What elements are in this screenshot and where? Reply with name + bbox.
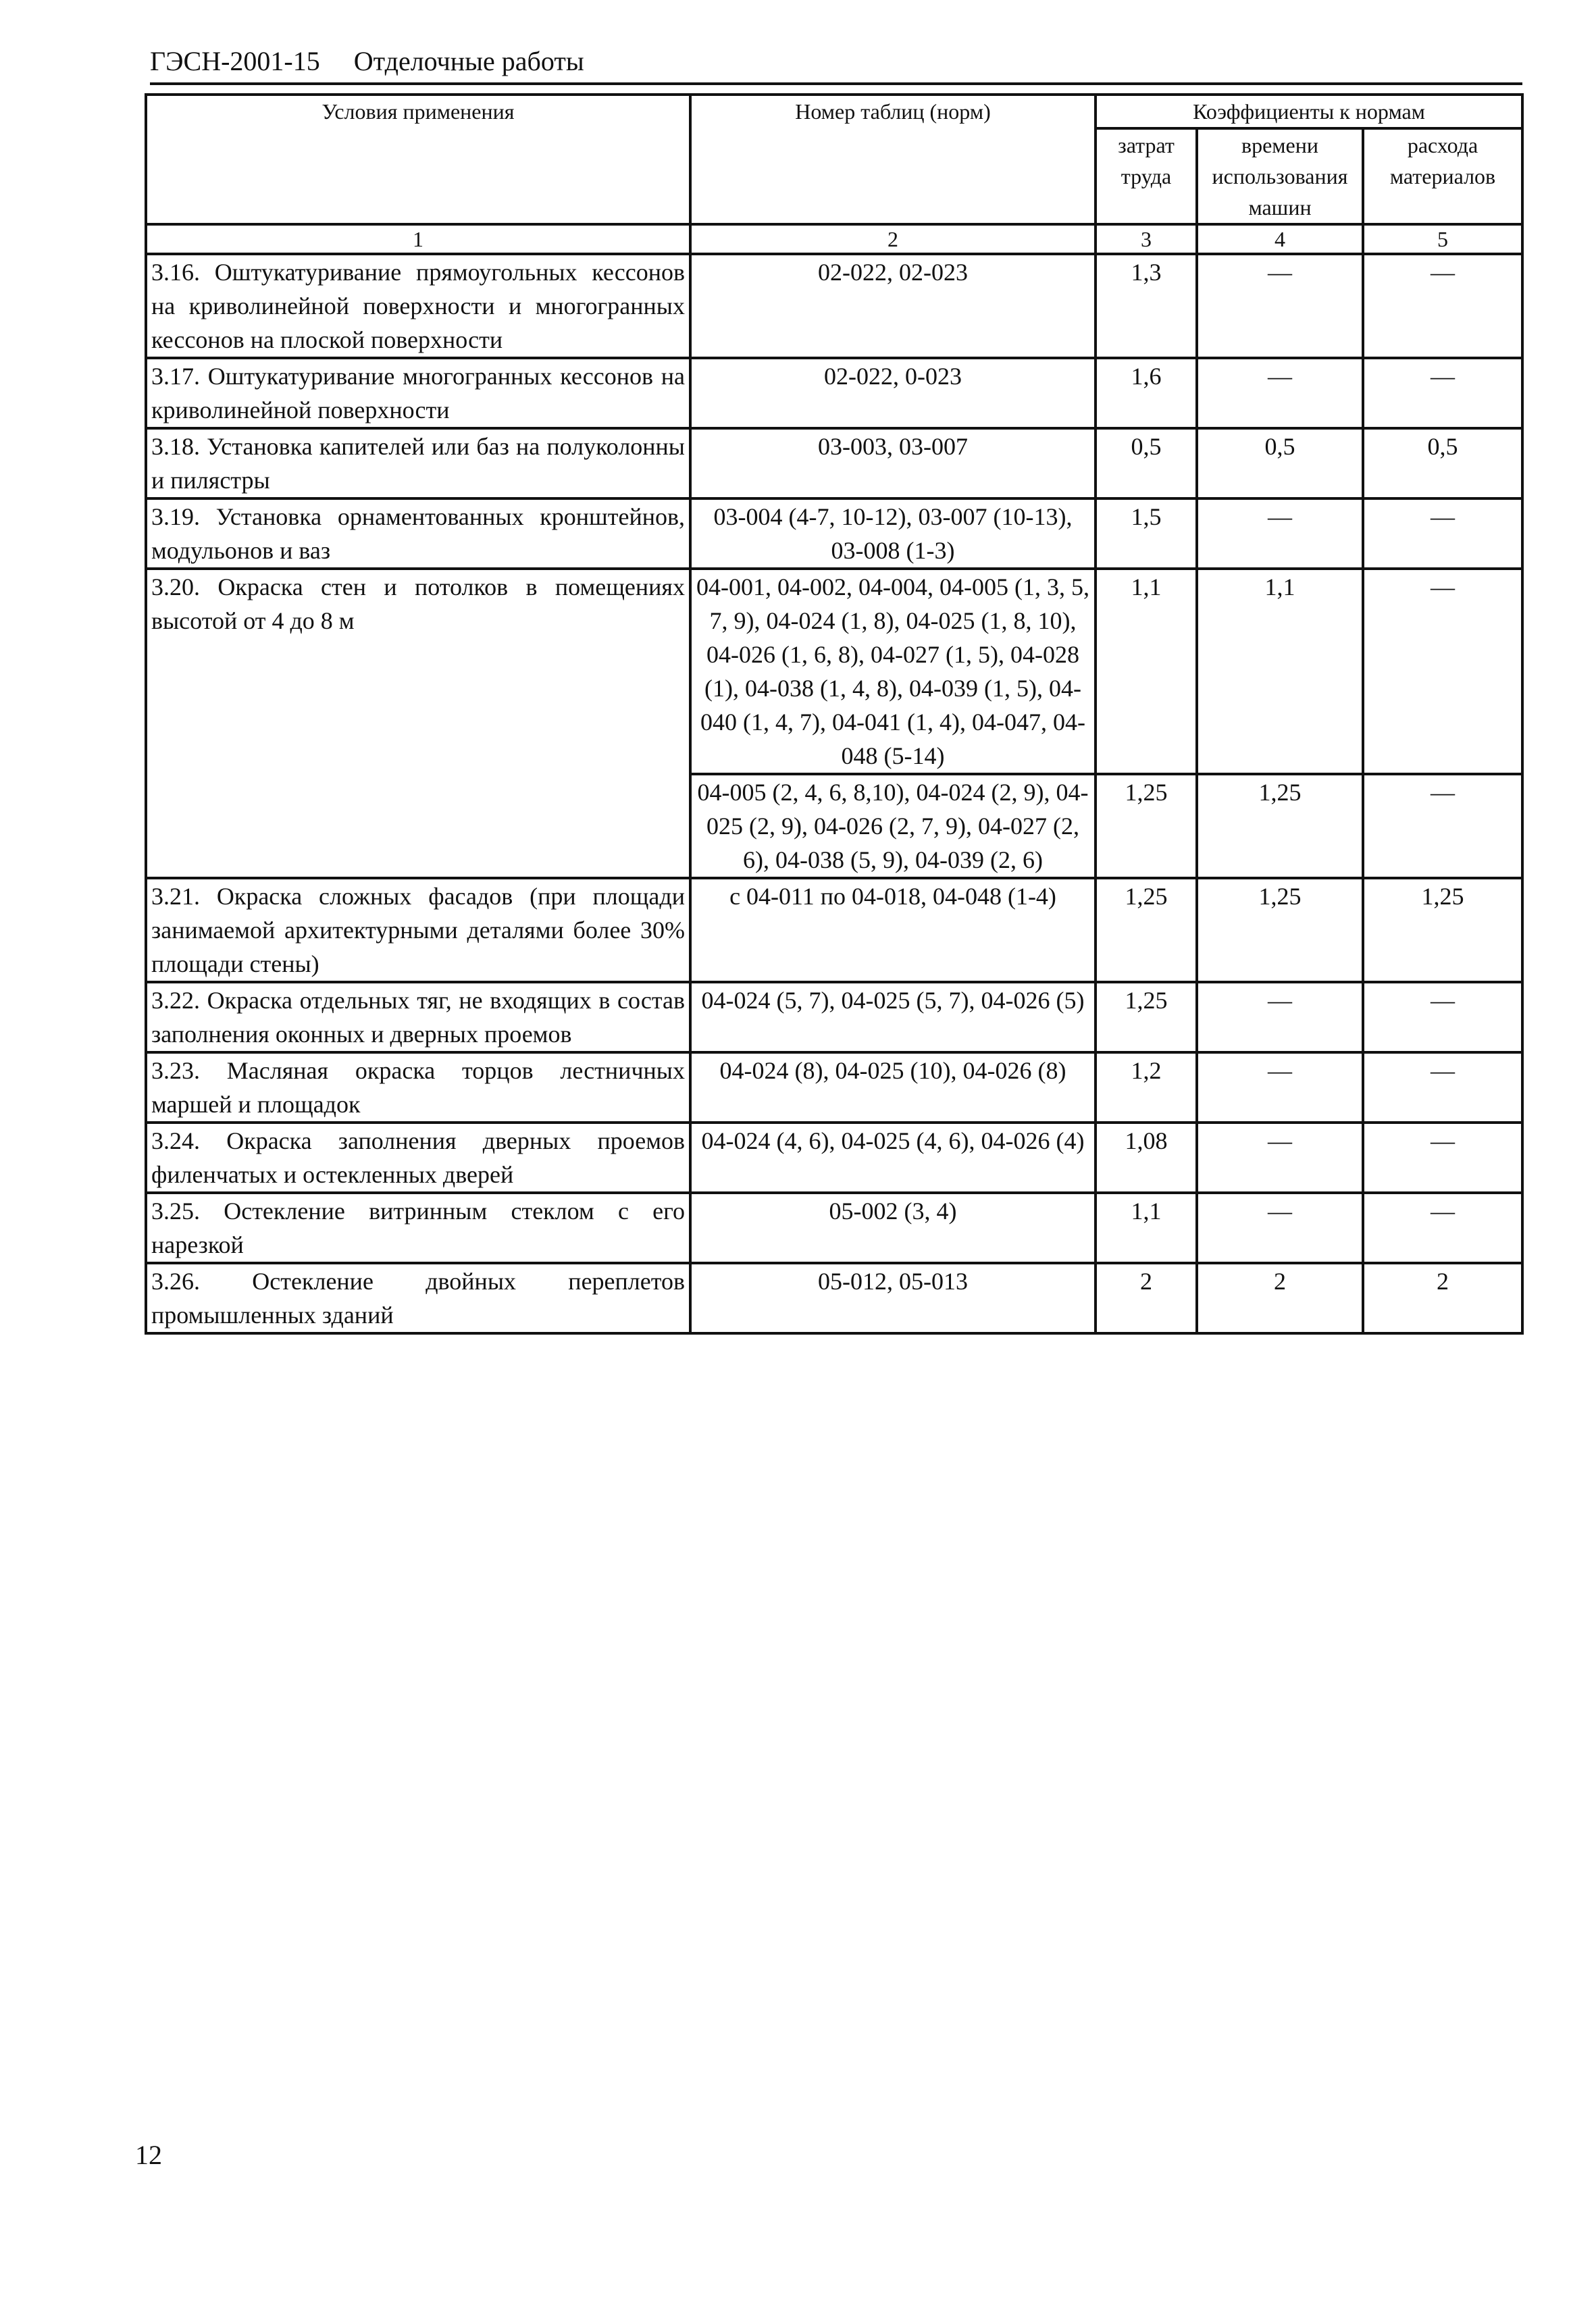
coefficients-table bbox=[145, 93, 1524, 1335]
tables-cell: 04-024 (8), 04-025 (10), 04-026 (8) bbox=[690, 1052, 1096, 1123]
tables-cell: 02-022, 02-023 bbox=[690, 254, 1096, 358]
table-row bbox=[146, 878, 1522, 982]
table-row bbox=[146, 254, 1522, 358]
condition-cell: 3.24. Окраска заполнения дверных проемов филенчатых и остекленных дверей bbox=[146, 1123, 690, 1193]
tables-cell: 05-012, 05-013 bbox=[690, 1263, 1096, 1333]
tables-cell: с 04-011 по 04-018, 04-048 (1-4) bbox=[690, 878, 1096, 982]
table-row bbox=[146, 982, 1522, 1052]
column-number: 5 bbox=[1363, 224, 1522, 254]
materials-coefficient: 1,25 bbox=[1363, 878, 1522, 982]
column-numbers-row bbox=[146, 224, 1522, 254]
machine-coefficient: — bbox=[1197, 254, 1363, 358]
labor-coefficient: 0,5 bbox=[1096, 428, 1197, 498]
labor-coefficient: 1,25 bbox=[1096, 774, 1197, 878]
condition-cell: 3.18. Установка капителей или баз на полуколонны и пилястры bbox=[146, 428, 690, 498]
tables-cell: 03-003, 03-007 bbox=[690, 428, 1096, 498]
materials-coefficient: 0,5 bbox=[1363, 428, 1522, 498]
table-row bbox=[146, 1193, 1522, 1263]
tables-cell: 04-024 (5, 7), 04-025 (5, 7), 04-026 (5) bbox=[690, 982, 1096, 1052]
table-row bbox=[146, 1263, 1522, 1333]
labor-coefficient: 1,08 bbox=[1096, 1123, 1197, 1193]
materials-coefficient: — bbox=[1363, 982, 1522, 1052]
machine-coefficient: — bbox=[1197, 498, 1363, 569]
page-header bbox=[150, 45, 584, 78]
labor-coefficient: 2 bbox=[1096, 1263, 1197, 1333]
machine-coefficient: 1,25 bbox=[1197, 878, 1363, 982]
machine-coefficient: 2 bbox=[1197, 1263, 1363, 1333]
header-labor: затрат труда bbox=[1096, 128, 1197, 224]
table-row bbox=[146, 1052, 1522, 1123]
page-number: 12 bbox=[135, 2140, 162, 2170]
machine-coefficient: — bbox=[1197, 1193, 1363, 1263]
section-title: Отделочные работы bbox=[353, 46, 584, 76]
header-tables-number: Номер таблиц (норм) bbox=[690, 95, 1096, 224]
labor-coefficient: 1,1 bbox=[1096, 1193, 1197, 1263]
materials-coefficient: — bbox=[1363, 254, 1522, 358]
condition-cell: 3.17. Оштукатуривание многогранных кессонов на криволинейной поверхности bbox=[146, 358, 690, 428]
column-number: 3 bbox=[1096, 224, 1197, 254]
condition-cell: 3.16. Оштукатуривание прямоугольных кессонов на криволинейной поверхности и многогранных кессонов на плоской поверхности bbox=[146, 254, 690, 358]
labor-coefficient: 1,25 bbox=[1096, 878, 1197, 982]
tables-cell: 05-002 (3, 4) bbox=[690, 1193, 1096, 1263]
machine-coefficient: 1,1 bbox=[1197, 569, 1363, 774]
condition-cell: 3.23. Масляная окраска торцов лестничных маршей и площадок bbox=[146, 1052, 690, 1123]
tables-cell: 02-022, 0-023 bbox=[690, 358, 1096, 428]
header-coefficients: Коэффициенты к нормам bbox=[1096, 95, 1522, 128]
materials-coefficient: — bbox=[1363, 358, 1522, 428]
machine-coefficient: — bbox=[1197, 358, 1363, 428]
labor-coefficient: 1,6 bbox=[1096, 358, 1197, 428]
condition-cell: 3.26. Остекление двойных переплетов промышленных зданий bbox=[146, 1263, 690, 1333]
tables-cell: 04-024 (4, 6), 04-025 (4, 6), 04-026 (4) bbox=[690, 1123, 1096, 1193]
labor-coefficient: 1,3 bbox=[1096, 254, 1197, 358]
table-row bbox=[146, 1123, 1522, 1193]
materials-coefficient: — bbox=[1363, 774, 1522, 878]
materials-coefficient: — bbox=[1363, 1052, 1522, 1123]
header-rule bbox=[150, 82, 1522, 85]
machine-coefficient: 1,25 bbox=[1197, 774, 1363, 878]
tables-cell: 04-001, 04-002, 04-004, 04-005 (1, 3, 5, 7, 9), 04-024 (1, 8), 04-025 (1, 8, 10), 04-026 (1, 6, 8), 04-027 (1, 5), 04-028 (1), 04-038 (1, 4, 8), 04-039 (1, 5), 04-040 (1, 4, 7), 04-041 (1, 4), 04-047, 04-048 (5-14) bbox=[690, 569, 1096, 774]
column-number: 4 bbox=[1197, 224, 1363, 254]
table-row bbox=[146, 428, 1522, 498]
tables-cell: 04-005 (2, 4, 6, 8,10), 04-024 (2, 9), 04-025 (2, 9), 04-026 (2, 7, 9), 04-027 (2, 6), 04-038 (5, 9), 04-039 (2, 6) bbox=[690, 774, 1096, 878]
machine-coefficient: — bbox=[1197, 982, 1363, 1052]
machine-coefficient: 0,5 bbox=[1197, 428, 1363, 498]
labor-coefficient: 1,25 bbox=[1096, 982, 1197, 1052]
labor-coefficient: 1,1 bbox=[1096, 569, 1197, 774]
column-number: 1 bbox=[146, 224, 690, 254]
condition-cell: 3.19. Установка орнаментованных кронштейнов, модульонов и ваз bbox=[146, 498, 690, 569]
column-number: 2 bbox=[690, 224, 1096, 254]
table-row bbox=[146, 498, 1522, 569]
table-row bbox=[146, 358, 1522, 428]
header-machine-time: времени использования машин bbox=[1197, 128, 1363, 224]
condition-cell: 3.21. Окраска сложных фасадов (при площади занимаемой архитектурными деталями более 30% площади стены) bbox=[146, 878, 690, 982]
machine-coefficient: — bbox=[1197, 1123, 1363, 1193]
condition-cell: 3.20. Окраска стен и потолков в помещениях высотой от 4 до 8 м bbox=[146, 569, 690, 878]
condition-cell: 3.22. Окраска отдельных тяг, не входящих в состав заполнения оконных и дверных проемов bbox=[146, 982, 690, 1052]
materials-coefficient: — bbox=[1363, 569, 1522, 774]
materials-coefficient: — bbox=[1363, 1123, 1522, 1193]
materials-coefficient: — bbox=[1363, 498, 1522, 569]
header-materials: расхода материалов bbox=[1363, 128, 1522, 224]
header-conditions: Условия применения bbox=[146, 95, 690, 224]
tables-cell: 03-004 (4-7, 10-12), 03-007 (10-13), 03-008 (1-3) bbox=[690, 498, 1096, 569]
labor-coefficient: 1,5 bbox=[1096, 498, 1197, 569]
materials-coefficient: — bbox=[1363, 1193, 1522, 1263]
document-code: ГЭСН-2001-15 bbox=[150, 46, 320, 76]
condition-cell: 3.25. Остекление витринным стеклом с его нарезкой bbox=[146, 1193, 690, 1263]
table-row bbox=[146, 569, 1522, 774]
machine-coefficient: — bbox=[1197, 1052, 1363, 1123]
materials-coefficient: 2 bbox=[1363, 1263, 1522, 1333]
labor-coefficient: 1,2 bbox=[1096, 1052, 1197, 1123]
